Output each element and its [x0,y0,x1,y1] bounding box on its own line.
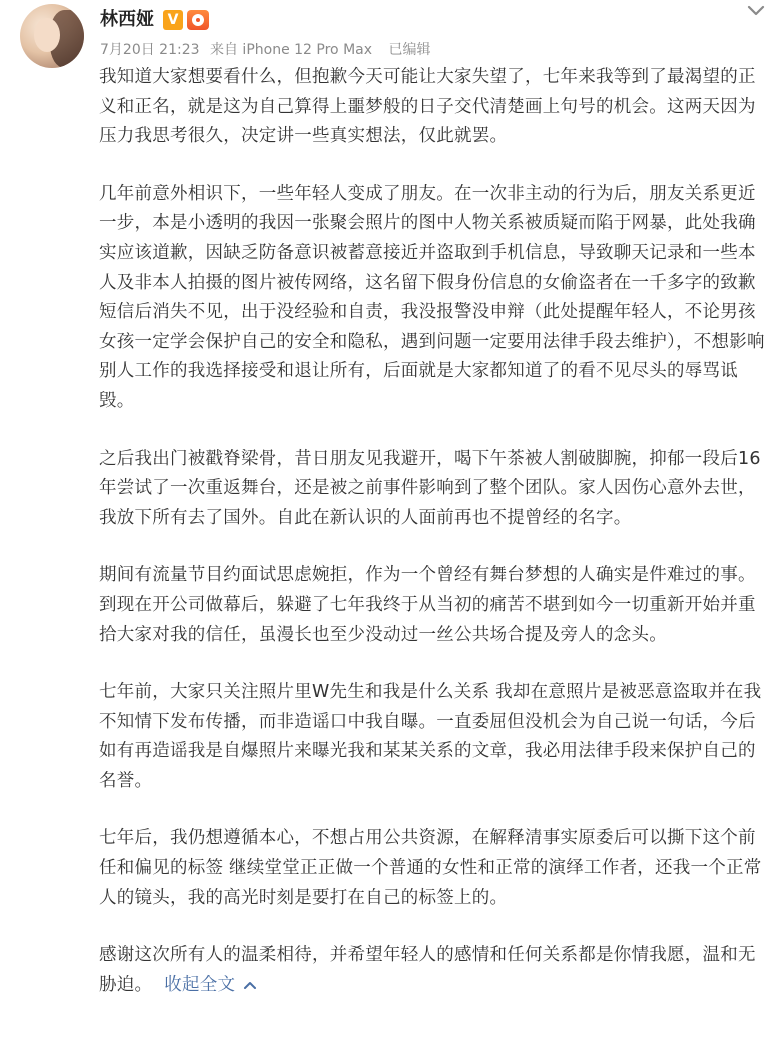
post-source: 来自 iPhone 12 Pro Max [209,42,373,58]
post-paragraph: 七年前，大家只关注照片里W先生和我是什么关系 我却在意照片是被恶意盗取并在我不知情下发布传播，而非造谣口中我自曝。一直委屈但没机会为自己说一句话，今后如有再造谣我是自爆照片来曝光我和某某关系的文章，我必用法律手段来保护自己的名誉。 [99,682,762,791]
verified-v-icon[interactable]: V [163,10,183,30]
avatar[interactable] [20,4,84,68]
edited-label[interactable]: 已编辑 [388,42,431,58]
collapse-label: 收起全文 [164,974,236,995]
avatar-face [34,18,60,52]
vip-badge-icon[interactable] [187,10,209,30]
chevron-down-icon[interactable] [744,2,768,20]
post-time[interactable]: 7月20日 21:23 [100,42,200,58]
post-paragraph: 期间有流量节目约面试思虑婉拒，作为一个曾经有舞台梦想的人确实是件难过的事。到现在开公司做幕后，躲避了七年我终于从当初的痛苦不堪到如今一切重新开始并重拾大家对我的信任，虽漫长也至少没动过一丝公共场合提及旁人的念头。 [99,565,756,645]
post-paragraph-last [99,941,767,1000]
username[interactable]: 林西娅 [100,9,154,30]
user-badges [163,10,209,30]
post-paragraph: 七年后，我仍想遵循本心，不想占用公共资源，在解释清事实原委后可以撕下这个前任和偏见的标签 继续堂堂正正做一个普通的女性和正常的演绎工作者，还我一个正常人的镜头，我的高光时刻是要打在自己的标签上的。 [99,828,762,908]
post-meta [100,40,430,60]
post-paragraph: 感谢这次所有人的温柔相待，并希望年轻人的感情和任何关系都是你情我愿，温和无胁迫。 [99,945,756,995]
chevron-up-icon [243,980,257,990]
collapse-full-text-link[interactable] [164,975,257,995]
post-paragraph: 我知道大家想要看什么，但抱歉今天可能让大家失望了，七年来我等到了最渴望的正义和正名，就是这为自己算得上噩梦般的日子交代清楚画上句号的机会。这两天因为压力我思考很久，决定讲一些真实想法，仅此就罢。 [99,67,756,147]
post-content [99,63,767,1000]
post-paragraph: 几年前意外相识下，一些年轻人变成了朋友。在一次非主动的行为后，朋友关系更近一步，本是小透明的我因一张聚会照片的图中人物关系被质疑而陷于网暴，此处我确实应该道歉，因缺乏防备意识被蓄意接近并盗取到手机信息，导致聊天记录和一些本人及非本人拍摄的图片被传网络，这名留下假身份信息的女偷盗者在一千多字的致歉短信后消失不见，出于没经验和自责，我没报警没申辩（此处提醒年轻人，不论男孩女孩一定学会保护自己的安全和隐私，遇到问题一定要用法律手段去维护），不想影响别人工作的我选择接受和退让所有，后面就是大家都知道了的看不见尽头的辱骂诋毁。 [99,183,765,411]
post-paragraph: 之后我出门被戳脊梁骨，昔日朋友见我避开，喝下午茶被人割破脚腕，抑郁一段后16年尝试了一次重返舞台，还是被之前事件影响到了整个团队。家人因伤心意外去世，我放下所有去了国外。自此在新认识的人面前再也不提曾经的名字。 [99,448,761,528]
